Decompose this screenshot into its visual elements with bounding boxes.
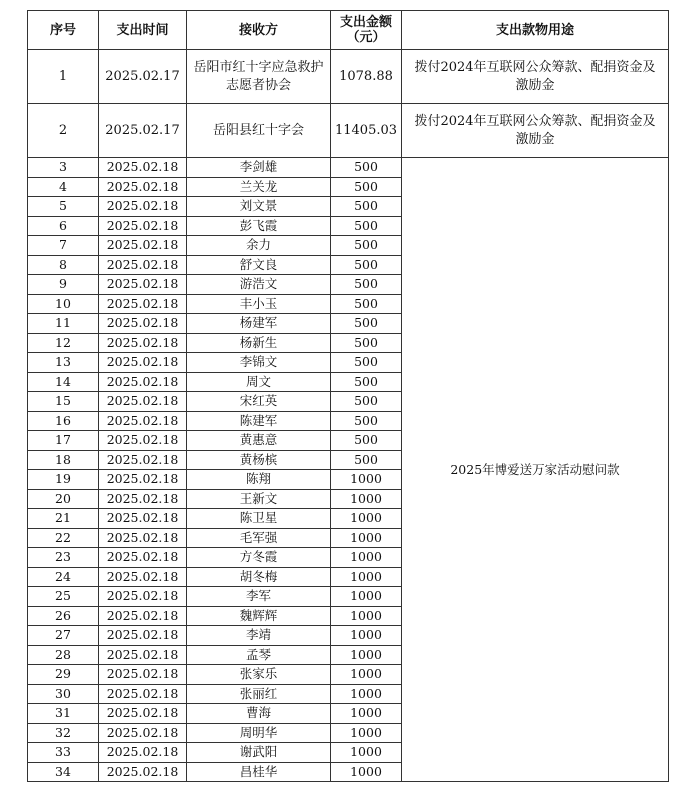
cell-seq: 34	[28, 762, 99, 782]
cell-amount: 1000	[331, 567, 402, 587]
cell-date: 2025.02.18	[99, 645, 187, 665]
cell-seq: 14	[28, 372, 99, 392]
cell-recipient: 周文	[187, 372, 331, 392]
cell-seq: 12	[28, 333, 99, 353]
cell-recipient: 胡冬梅	[187, 567, 331, 587]
cell-amount: 1000	[331, 548, 402, 568]
cell-amount: 1000	[331, 489, 402, 509]
cell-seq: 4	[28, 177, 99, 197]
cell-recipient: 彭飞霞	[187, 216, 331, 236]
cell-seq: 17	[28, 431, 99, 451]
cell-amount: 1000	[331, 587, 402, 607]
cell-amount: 1000	[331, 723, 402, 743]
cell-seq: 22	[28, 528, 99, 548]
cell-recipient: 张丽红	[187, 684, 331, 704]
cell-date: 2025.02.18	[99, 548, 187, 568]
cell-seq: 8	[28, 255, 99, 275]
cell-seq: 33	[28, 743, 99, 763]
cell-date: 2025.02.18	[99, 255, 187, 275]
cell-purpose: 拨付2024年互联网公众筹款、配捐资金及激励金	[402, 50, 669, 104]
table-body-top	[28, 50, 669, 158]
cell-seq: 18	[28, 450, 99, 470]
cell-date: 2025.02.18	[99, 333, 187, 353]
cell-seq: 13	[28, 353, 99, 373]
cell-amount: 500	[331, 255, 402, 275]
cell-recipient: 谢武阳	[187, 743, 331, 763]
cell-amount: 500	[331, 333, 402, 353]
cell-recipient: 岳阳县红十字会	[187, 104, 331, 158]
cell-recipient: 李军	[187, 587, 331, 607]
cell-date: 2025.02.18	[99, 762, 187, 782]
cell-seq: 19	[28, 470, 99, 490]
cell-date: 2025.02.18	[99, 431, 187, 451]
cell-date: 2025.02.18	[99, 411, 187, 431]
cell-date: 2025.02.18	[99, 489, 187, 509]
cell-seq: 10	[28, 294, 99, 314]
cell-seq: 16	[28, 411, 99, 431]
cell-seq: 30	[28, 684, 99, 704]
cell-recipient: 陈卫星	[187, 509, 331, 529]
cell-recipient: 曹海	[187, 704, 331, 724]
cell-seq: 7	[28, 236, 99, 256]
cell-date: 2025.02.18	[99, 177, 187, 197]
cell-date: 2025.02.18	[99, 509, 187, 529]
cell-date: 2025.02.18	[99, 587, 187, 607]
cell-amount: 500	[331, 353, 402, 373]
cell-seq: 9	[28, 275, 99, 295]
cell-amount: 1078.88	[331, 50, 402, 104]
cell-seq: 23	[28, 548, 99, 568]
cell-seq: 5	[28, 197, 99, 217]
cell-amount: 500	[331, 431, 402, 451]
cell-amount: 1000	[331, 743, 402, 763]
cell-recipient: 李剑雄	[187, 158, 331, 178]
cell-recipient: 兰关龙	[187, 177, 331, 197]
table-row	[28, 158, 669, 178]
cell-amount: 500	[331, 450, 402, 470]
cell-amount: 1000	[331, 704, 402, 724]
cell-seq: 27	[28, 626, 99, 646]
cell-recipient: 黄杨槟	[187, 450, 331, 470]
cell-recipient: 岳阳市红十字应急救护志愿者协会	[187, 50, 331, 104]
cell-recipient: 丰小玉	[187, 294, 331, 314]
cell-seq: 29	[28, 665, 99, 685]
cell-amount: 1000	[331, 665, 402, 685]
cell-seq: 6	[28, 216, 99, 236]
cell-recipient: 毛军强	[187, 528, 331, 548]
cell-date: 2025.02.18	[99, 236, 187, 256]
cell-recipient: 李锦文	[187, 353, 331, 373]
cell-recipient: 黄惠意	[187, 431, 331, 451]
table-body-list	[28, 158, 669, 782]
cell-amount: 500	[331, 158, 402, 178]
cell-date: 2025.02.18	[99, 626, 187, 646]
cell-merged-purpose: 2025年博爱送万家活动慰问款	[402, 158, 669, 782]
header-seq: 序号	[28, 11, 99, 50]
cell-recipient: 杨新生	[187, 333, 331, 353]
cell-amount: 1000	[331, 606, 402, 626]
cell-amount: 500	[331, 411, 402, 431]
cell-date: 2025.02.18	[99, 216, 187, 236]
cell-date: 2025.02.18	[99, 684, 187, 704]
cell-date: 2025.02.18	[99, 392, 187, 412]
cell-recipient: 孟琴	[187, 645, 331, 665]
cell-amount: 1000	[331, 509, 402, 529]
cell-date: 2025.02.18	[99, 197, 187, 217]
cell-recipient: 舒文良	[187, 255, 331, 275]
table-row	[28, 50, 669, 104]
cell-amount: 1000	[331, 645, 402, 665]
cell-amount: 500	[331, 372, 402, 392]
cell-recipient: 魏辉辉	[187, 606, 331, 626]
cell-amount: 500	[331, 314, 402, 334]
cell-date: 2025.02.18	[99, 470, 187, 490]
cell-date: 2025.02.17	[99, 104, 187, 158]
cell-seq: 28	[28, 645, 99, 665]
cell-date: 2025.02.18	[99, 275, 187, 295]
cell-amount: 500	[331, 197, 402, 217]
cell-recipient: 王新文	[187, 489, 331, 509]
expenditure-table	[27, 10, 669, 782]
cell-seq: 32	[28, 723, 99, 743]
cell-date: 2025.02.18	[99, 723, 187, 743]
cell-date: 2025.02.18	[99, 294, 187, 314]
cell-recipient: 昌桂华	[187, 762, 331, 782]
cell-date: 2025.02.18	[99, 567, 187, 587]
cell-amount: 500	[331, 216, 402, 236]
cell-recipient: 周明华	[187, 723, 331, 743]
cell-seq: 1	[28, 50, 99, 104]
cell-date: 2025.02.18	[99, 743, 187, 763]
cell-seq: 24	[28, 567, 99, 587]
cell-amount: 11405.03	[331, 104, 402, 158]
cell-recipient: 方冬霞	[187, 548, 331, 568]
cell-amount: 500	[331, 177, 402, 197]
cell-seq: 15	[28, 392, 99, 412]
cell-amount: 1000	[331, 626, 402, 646]
table-row	[28, 104, 669, 158]
cell-date: 2025.02.18	[99, 372, 187, 392]
expenditure-table-container	[27, 10, 669, 782]
cell-recipient: 陈建军	[187, 411, 331, 431]
cell-seq: 11	[28, 314, 99, 334]
header-recipient: 接收方	[187, 11, 331, 50]
cell-date: 2025.02.18	[99, 665, 187, 685]
cell-recipient: 李靖	[187, 626, 331, 646]
cell-seq: 20	[28, 489, 99, 509]
cell-date: 2025.02.18	[99, 606, 187, 626]
cell-date: 2025.02.18	[99, 704, 187, 724]
cell-amount: 500	[331, 294, 402, 314]
cell-amount: 1000	[331, 762, 402, 782]
cell-recipient: 刘文景	[187, 197, 331, 217]
cell-amount: 1000	[331, 528, 402, 548]
cell-amount: 500	[331, 275, 402, 295]
cell-seq: 31	[28, 704, 99, 724]
header-amount: 支出金额（元）	[331, 11, 402, 50]
header-date: 支出时间	[99, 11, 187, 50]
cell-amount: 1000	[331, 470, 402, 490]
cell-amount: 1000	[331, 684, 402, 704]
cell-seq: 26	[28, 606, 99, 626]
cell-recipient: 余力	[187, 236, 331, 256]
cell-recipient: 宋红英	[187, 392, 331, 412]
header-row	[28, 11, 669, 50]
cell-purpose: 拨付2024年互联网公众筹款、配捐资金及激励金	[402, 104, 669, 158]
cell-seq: 3	[28, 158, 99, 178]
cell-amount: 500	[331, 392, 402, 412]
cell-amount: 500	[331, 236, 402, 256]
table-header	[28, 11, 669, 50]
cell-date: 2025.02.18	[99, 450, 187, 470]
cell-seq: 2	[28, 104, 99, 158]
cell-recipient: 游浩文	[187, 275, 331, 295]
header-purpose: 支出款物用途	[402, 11, 669, 50]
cell-date: 2025.02.17	[99, 50, 187, 104]
cell-seq: 25	[28, 587, 99, 607]
cell-recipient: 杨建军	[187, 314, 331, 334]
cell-recipient: 陈翔	[187, 470, 331, 490]
cell-date: 2025.02.18	[99, 158, 187, 178]
cell-recipient: 张家乐	[187, 665, 331, 685]
cell-date: 2025.02.18	[99, 314, 187, 334]
cell-seq: 21	[28, 509, 99, 529]
cell-date: 2025.02.18	[99, 528, 187, 548]
cell-date: 2025.02.18	[99, 353, 187, 373]
